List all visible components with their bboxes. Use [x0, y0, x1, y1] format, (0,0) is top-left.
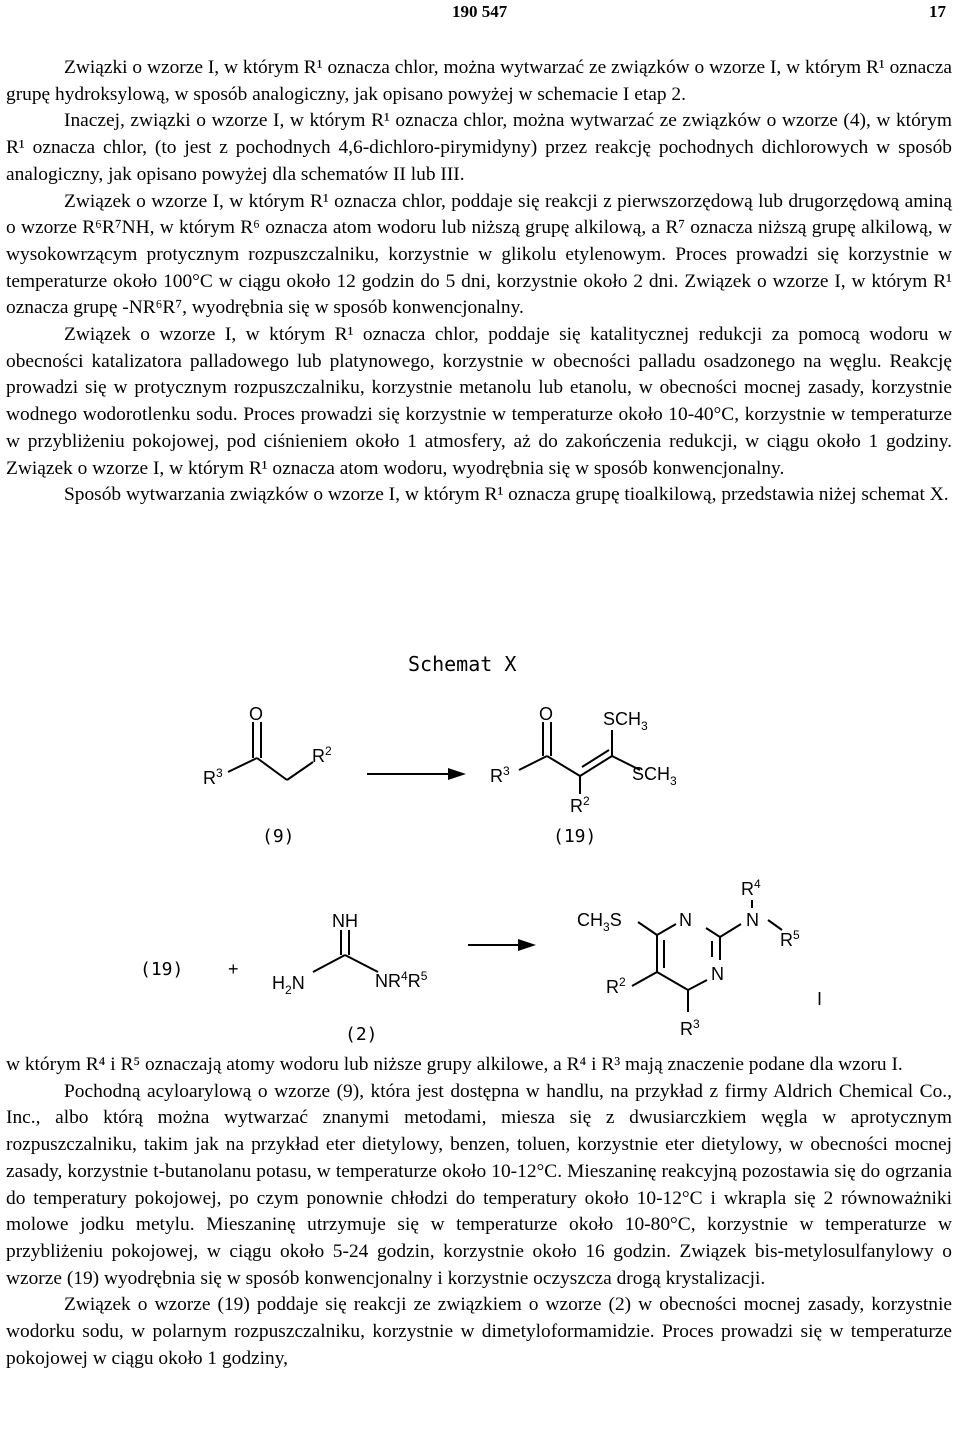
paragraph: Związki o wzorze I, w którym R¹ oznacza chlor, można wytwarzać ze związków o wzorze I, w którym R¹ oznacza grupę hydroksylową, w sposób analogiczny, jak opisano powyżej w schemacie I etap 2. — [6, 57, 952, 105]
paragraph: Pochodną acyloarylową o wzorze (9), która jest dostępna w handlu, na przykład z firmy Aldrich Chemical Co., Inc., albo którą można wytwarzać znanymi metodami, miesza się z dwusiarczkiem węgla w aprotycznym rozpuszczalniku, takim jak na przykład eter dietylowy, benzen, toluen, korzystnie eter dietylowy, w obecności mocnej zasady, korzystnie t-butanolanu potasu, w temperaturze około 10-12°C. Mieszaninę reakcyjną pozostawia się do ogrzania do temperatury pokojowej, po czym ponownie chłodzi do temperatury około 10-12°C i wkrapla się 2 równoważniki molowe jodku metylu. Mieszaninę utrzymuje się w temperaturze około 10-80°C, korzystnie w temperaturze w przybliżeniu pokojowej, w ciągu około 5-24 godzin, korzystnie około 16 godzin. Związek bis-metylosulfanylowy o wzorze (19) wyodrębnia się w sposób konwencjonalny i korzystnie oczyszcza drogą krystalizacji. — [6, 1080, 952, 1289]
group-nr4r5: $NR^4R^5$ — [375, 969, 428, 991]
group-sch3: $SCH_3$ — [632, 764, 677, 788]
atom-r5: $R^5$ — [780, 928, 800, 950]
text-block-bottom — [6, 1052, 952, 1372]
scheme-title: Schemat X — [408, 652, 517, 676]
compound-19-structure — [519, 722, 640, 794]
page-header — [0, 2, 960, 26]
text-block-top — [6, 55, 952, 509]
reaction-arrow — [468, 939, 536, 951]
atom-n: N — [711, 964, 724, 984]
group-ch3s: $CH_3S$ — [577, 910, 622, 934]
group-nh: NH — [332, 911, 358, 931]
compound-9-label: (9) — [262, 826, 295, 847]
paragraph: Inaczej, związki o wzorze I, w którym R¹ oznacza chlor, można wytwarzać ze związków o wzorze (4), w którym R¹ oznacza chlor, (to jest z pochodnych 4,6-dichloro-pirymidyny) przez reakcję pochodnych dichlorowych w sposób analogiczny, jak opisano powyżej dla schematów II lub III. — [6, 110, 952, 185]
paragraph: w którym R⁴ i R⁵ oznaczają atomy wodoru lub niższe grupy alkilowe, a R⁴ i R³ mają znaczenie podane dla wzoru I. — [6, 1054, 903, 1075]
reactant-19-label: (19) — [140, 959, 184, 980]
paragraph: Związek o wzorze I, w którym R¹ oznacza chlor, poddaje się katalitycznej redukcji za pomocą wodoru w obecności katalizatora palladowego lub platynowego, korzystnie w obecności palladu osadzonego na węglu. Reakcję prowadzi się w protycznym rozpuszczalniku, korzystnie metanolu lub etanolu, w obecności mocnej zasady, korzystnie wodnego wodorotlenku sodu. Proces prowadzi się korzystnie w temperaturze około 10-40°C, korzystnie w temperaturze w przybliżeniu pokojowej, pod ciśnieniem około 1 atmosfery, aż do zakończenia redukcji, w ciągu około 1 godziny. Związek o wzorze I, w którym R¹ oznacza atom wodoru, wyodrębnia się w sposób konwencjonalny. — [6, 324, 952, 479]
atom-o: O — [249, 704, 264, 724]
atom-r3: $R^3$ — [680, 1017, 700, 1039]
atom-r4: $R^4$ — [741, 877, 761, 899]
compound-9-structure — [228, 722, 313, 780]
plus-sign: + — [228, 959, 239, 979]
patent-number: 190 547 — [452, 2, 508, 21]
group-sch3: $SCH_3$ — [603, 709, 648, 733]
atom-o: O — [539, 704, 554, 724]
page-number: 17 — [929, 2, 946, 21]
atom-r2: $R^2$ — [606, 975, 626, 997]
paragraph: Związek o wzorze (19) poddaje się reakcji ze związkiem o wzorze (2) w obecności mocnej zasady, korzystnie wodorku sodu, w polarnym rozpuszczalniku, korzystnie w dimetyloformamidzie. Proces prowadzi się w temperaturze pokojowej w ciągu około 1 godziny, — [6, 1294, 952, 1369]
atom-r2: $R^2$ — [570, 794, 590, 816]
atom-r2: $R^2$ — [312, 744, 332, 766]
group-h2n: $H_2N$ — [272, 973, 305, 997]
pyrimidine-structure — [632, 900, 782, 1012]
atom-r3: $R^3$ — [203, 766, 223, 788]
formula-I-label: I — [817, 989, 823, 1009]
atom-n: N — [746, 910, 759, 930]
compound-2-label: (2) — [345, 1024, 378, 1045]
paragraph: Związek o wzorze I, w którym R¹ oznacza chlor, poddaje się reakcji z pierwszorzędową lub drugorzędową aminą o wzorze R⁶R⁷NH, w którym R⁶ oznacza atom wodoru lub niższą grupę alkilową, a R⁷ oznacza niższą grupę alkilową, w wysokowrzącym protycznym rozpuszczalniku, korzystnie w glikolu etylenowym. Proces prowadzi się korzystnie w temperaturze około 100°C w ciągu około 12 godzin do 5 dni, korzystnie około 2 dni. Związek o wzorze I, w którym R¹ oznacza grupę -NR⁶R⁷, wyodrębnia się w sposób konwencjonalny. — [6, 190, 952, 319]
paragraph: Sposób wytwarzania związków o wzorze I, w którym R¹ oznacza grupę tioalkilową, przedstawia niżej schemat X. — [64, 484, 949, 506]
atom-r3: $R^3$ — [490, 764, 510, 786]
atom-n: N — [679, 910, 692, 930]
reaction-scheme — [0, 690, 960, 1052]
compound-2-structure — [313, 930, 378, 972]
reaction-arrow — [367, 768, 466, 780]
compound-19-label: (19) — [553, 826, 597, 847]
